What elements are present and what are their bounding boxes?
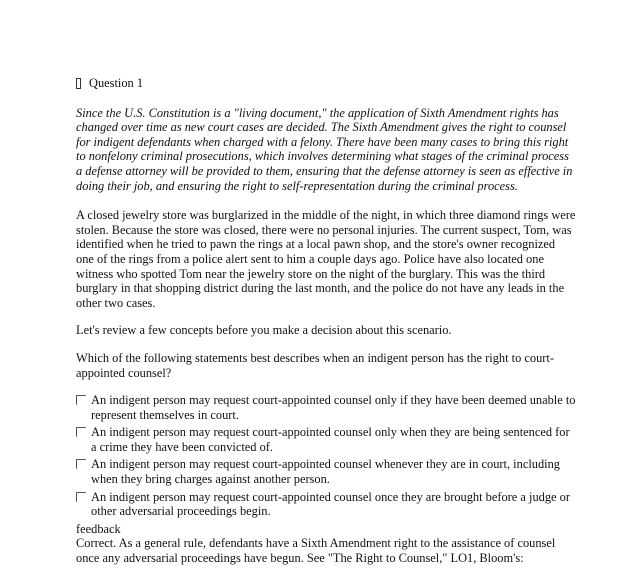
radio-button-option-2[interactable] [76, 427, 86, 437]
radio-button-option-4[interactable] [76, 492, 86, 502]
question-label: Question 1 [89, 76, 144, 90]
radio-button-option-1[interactable] [76, 395, 86, 405]
question-prompt: Which of the following statements best describes when an indigent person has the right to court-appointed counsel? [76, 350, 554, 380]
answer-option-4[interactable] [76, 490, 576, 519]
radio-button-option-3[interactable] [76, 459, 86, 469]
answer-option-text: An indigent person may request court-appointed counsel whenever they are in court, including when they bring charges against another person. [91, 457, 560, 487]
feedback-text: Correct. As a general rule, defendants have a Sixth Amendment right to the assistance of counsel once any adversarial proceedings have begun. See "The Right to Counsel," LO1, Bloom's: [76, 536, 556, 566]
answer-option-text: An indigent person may request court-appointed counsel only when they are being sentenced for a crime they have been convicted of. [91, 425, 570, 454]
scenario-text: A closed jewelry store was burglarized in the middle of the night, in which three diamond rings were stolen. Because the store was closed, there were no personal injuries. The current suspect, Tom, was identified when he tried to pawn the rings at a local pawn shop, and the store's owner recognized one of the rings from a police alert sent to him a couple days ago. Police have also located one witness who spotted Tom near the jewelry store on the night of the burglary. This was the third burglary in that shopping district during the last month, and the police do not have any leads in the other two cases. [76, 208, 576, 310]
answer-option-2[interactable] [76, 425, 576, 454]
question-container [76, 76, 576, 566]
answer-option-text: An indigent person may request court-appointed counsel only if they have been deemed unable to represent themselves in court. [91, 393, 576, 422]
answer-options [76, 393, 576, 519]
answer-option-1[interactable] [76, 393, 576, 422]
lead-text: Let's review a few concepts before you make a decision about this scenario. [76, 323, 452, 338]
feedback-label: feedback [76, 521, 121, 536]
answer-option-3[interactable] [76, 457, 576, 486]
question-header [76, 76, 576, 91]
question-intro: Since the U.S. Constitution is a "living document," the application of Sixth Amendment rights has changed over time as new court cases are decided. The Sixth Amendment gives the right to counsel for indigent defendants when charged with a felony. There have been many cases to bring this right to nonfelony criminal prosecutions, which involves determining what stages of the criminal process a defense attorney will be provided to them, ensuring that the defense attorney is seen as effective in doing their job, and ensuring the right to self-representation during the criminal process. [76, 105, 573, 193]
question-marker-icon [76, 78, 81, 89]
answer-option-text: An indigent person may request court-appointed counsel once they are brought before a judge or other adversarial proceedings begin. [91, 489, 570, 519]
